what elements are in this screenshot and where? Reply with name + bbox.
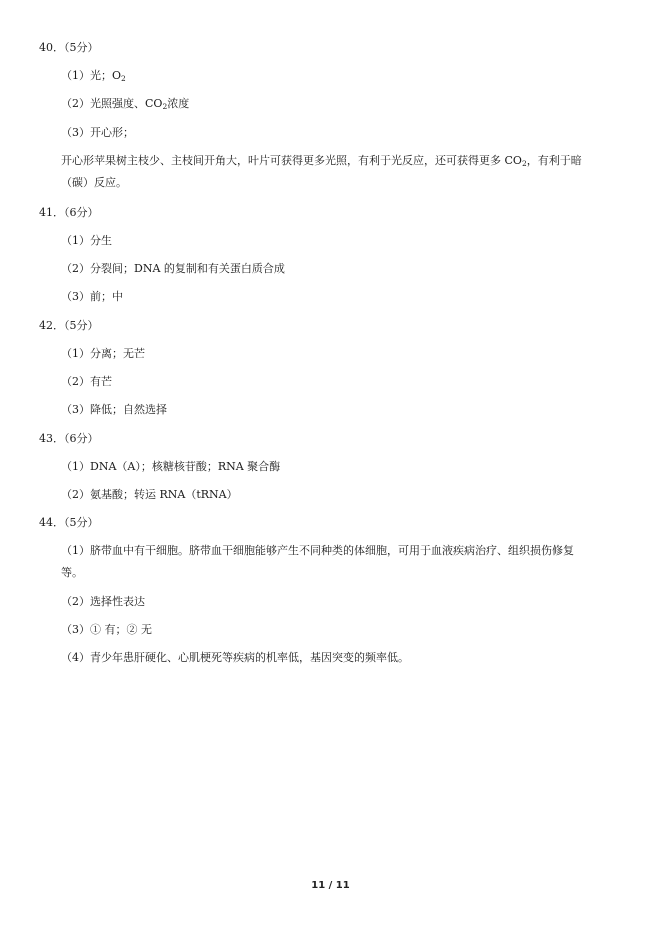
explanation-text: 开心形苹果树主枝少、主枝间开角大，叶片可获得更多光照，有利于光反应，还可获得更多 CO: [61, 154, 522, 167]
question-40-explanation-line-2: （碳）反应。: [61, 176, 127, 189]
question-42-answer-2: （2）有芒: [61, 375, 112, 388]
subscript: 2: [121, 74, 126, 83]
question-40-header: 40．（5分）: [39, 41, 99, 54]
question-44-answer-2: （2）选择性表达: [61, 595, 145, 608]
question-42-answer-1: （1）分离；无芒: [61, 347, 145, 360]
question-44-answer-3: （3）① 有；② 无: [61, 623, 152, 636]
explanation-tail: ，有利于暗: [526, 154, 582, 167]
answer-text: （1）光；O: [61, 69, 122, 82]
question-43-answer-1: （1）DNA（A）；核糖核苷酸；RNA 聚合酶: [61, 460, 281, 473]
question-43-answer-2: （2）氨基酸；转运 RNA（tRNA）: [61, 488, 238, 501]
answer-text-tail: 浓度: [167, 97, 190, 110]
question-40-answer-2: [61, 97, 189, 111]
question-43-header: 43．（6分）: [39, 432, 99, 445]
question-40-explanation: [61, 154, 582, 168]
question-44-header: 44．（5分）: [39, 516, 99, 529]
question-42-answer-3: （3）降低；自然选择: [61, 403, 167, 416]
question-41-header: 41．（6分）: [39, 206, 99, 219]
subscript: 2: [521, 159, 527, 168]
question-40-answer-1: [61, 69, 126, 83]
question-41-answer-1: （1）分生: [61, 234, 112, 247]
question-41-answer-2: （2）分裂间；DNA 的复制和有关蛋白质合成: [61, 262, 285, 275]
answer-text: （2）光照强度、CO: [61, 97, 163, 110]
subscript: 2: [162, 102, 168, 111]
question-44-answer-4: （4）青少年患肝硬化、心肌梗死等疾病的机率低，基因突变的频率低。: [61, 651, 409, 664]
question-40-answer-3: （3）开心形；: [61, 126, 134, 139]
question-44-answer-1-line-2: 等。: [61, 566, 83, 579]
question-41-answer-3: （3）前；中: [61, 290, 123, 303]
page-number: 11 / 11: [311, 880, 350, 891]
question-42-header: 42．（5分）: [39, 319, 99, 332]
question-44-answer-1: （1）脐带血中有干细胞。脐带血干细胞能够产生不同种类的体细胞，可用于血液疾病治疗、组织损伤修复: [61, 544, 574, 557]
